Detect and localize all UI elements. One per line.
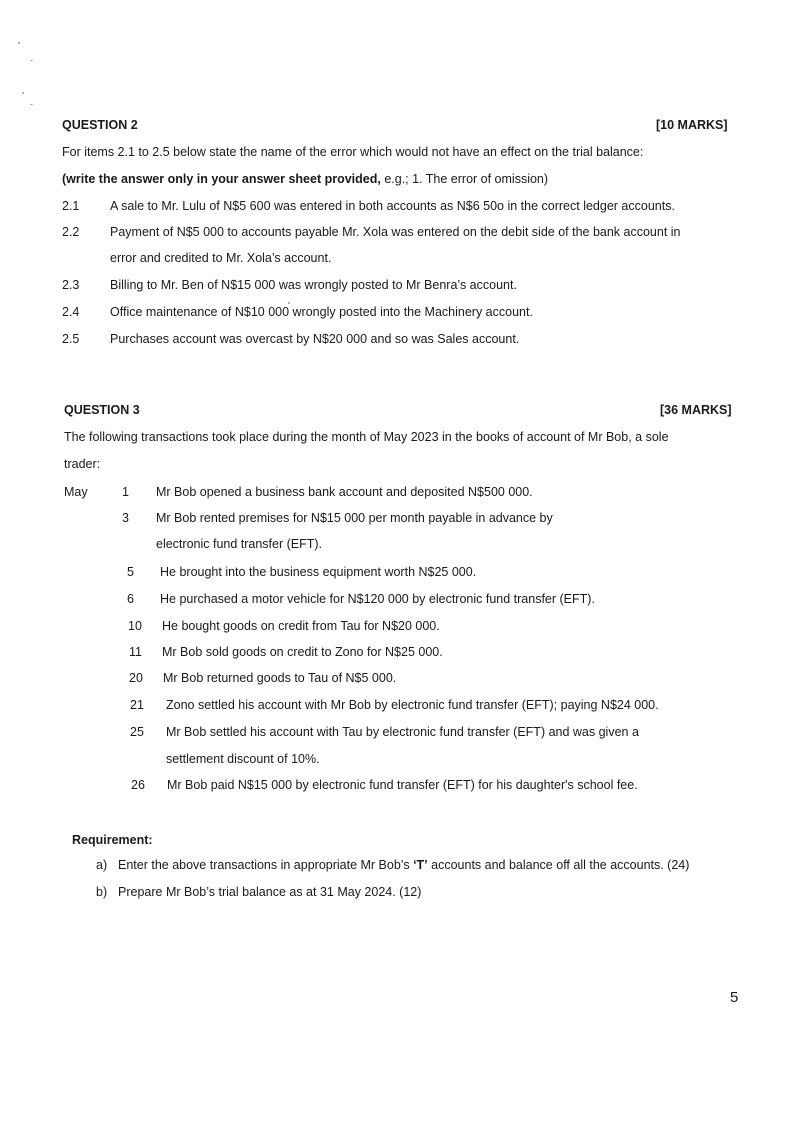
transaction-day: 6	[127, 592, 134, 606]
question-3-marks: [36 MARKS]	[660, 403, 732, 417]
item-number: 2.5	[62, 332, 80, 346]
requirement-text: Prepare Mr Bob’s trial balance as at 31 May 2024. (12)	[118, 885, 422, 899]
transaction-text: Mr Bob paid N$15 000 by electronic fund transfer (EFT) for his daughter's school fee.	[167, 778, 638, 792]
instruction-rest: e.g.; 1. The error of omission)	[380, 172, 549, 186]
requirement-title: Requirement:	[72, 833, 153, 847]
question-2-intro: For items 2.1 to 2.5 below state the name of the error which would not have an effect on the trial balance:	[62, 145, 644, 159]
transaction-day: 11	[129, 645, 142, 659]
item-number: 2.3	[62, 278, 80, 292]
requirement-label: b)	[96, 885, 108, 899]
transaction-day: 20	[129, 671, 143, 685]
item-number: 2.2	[62, 225, 80, 239]
scan-speck	[288, 302, 290, 304]
question-2-marks: [10 MARKS]	[656, 118, 728, 132]
requirement-text-bold: ‘T’	[413, 858, 428, 872]
transaction-text: Mr Bob sold goods on credit to Zono for N$25 000.	[162, 645, 443, 659]
requirement-text	[118, 858, 689, 872]
scan-speck	[30, 60, 33, 61]
transaction-text: Zono settled his account with Mr Bob by electronic fund transfer (EFT); paying N$24 000.	[166, 698, 659, 712]
page-number: 5	[730, 989, 739, 1006]
item-text: Purchases account was overcast by N$20 000 and so was Sales account.	[110, 332, 520, 346]
transaction-text: settlement discount of 10%.	[166, 752, 320, 766]
item-number: 2.4	[62, 305, 80, 319]
transaction-text: Mr Bob opened a business bank account and deposited N$500 000.	[156, 485, 533, 499]
item-text: error and credited to Mr. Xola’s account.	[110, 251, 332, 265]
transaction-text: Mr Bob returned goods to Tau of N$5 000.	[163, 671, 397, 685]
item-text: A sale to Mr. Lulu of N$5 600 was entered in both accounts as N$6 50o in the correct ledger accounts.	[110, 199, 675, 213]
transaction-day: 10	[128, 619, 142, 633]
transaction-text: He bought goods on credit from Tau for N$20 000.	[162, 619, 440, 633]
question-2-title: QUESTION 2	[62, 118, 138, 132]
requirement-text-post: accounts and balance off all the accounts. (24)	[427, 858, 690, 872]
transaction-day: 1	[122, 485, 129, 499]
question-3-title: QUESTION 3	[64, 403, 140, 417]
question-3-intro: trader:	[64, 457, 101, 471]
scan-speck	[18, 42, 20, 44]
scan-speck	[30, 104, 33, 105]
item-text: Office maintenance of N$10 000 wrongly posted into the Machinery account.	[110, 305, 533, 319]
item-text: Billing to Mr. Ben of N$15 000 was wrongly posted to Mr Benra’s account.	[110, 278, 517, 292]
month-label: May	[64, 485, 88, 499]
question-3-intro: The following transactions took place during the month of May 2023 in the books of account of Mr Bob, a sole	[64, 430, 669, 444]
item-text: Payment of N$5 000 to accounts payable Mr. Xola was entered on the debit side of the bank account in	[110, 225, 681, 239]
transaction-day: 21	[130, 698, 144, 712]
transaction-text: He purchased a motor vehicle for N$120 000 by electronic fund transfer (EFT).	[160, 592, 595, 606]
transaction-text: electronic fund transfer (EFT).	[156, 537, 323, 551]
transaction-text: Mr Bob settled his account with Tau by electronic fund transfer (EFT) and was given a	[166, 725, 639, 739]
question-2-instruction	[62, 172, 548, 186]
transaction-day: 26	[131, 778, 145, 792]
item-number: 2.1	[62, 199, 80, 213]
transaction-day: 5	[127, 565, 134, 579]
requirement-label: a)	[96, 858, 108, 872]
scan-speck	[22, 92, 24, 94]
requirement-text-pre: Enter the above transactions in appropriate Mr Bob’s	[118, 858, 414, 872]
transaction-text: Mr Bob rented premises for N$15 000 per month payable in advance by	[156, 511, 553, 525]
transaction-text: He brought into the business equipment worth N$25 000.	[160, 565, 477, 579]
instruction-bold: (write the answer only in your answer sheet provided,	[62, 172, 381, 186]
transaction-day: 25	[130, 725, 144, 739]
transaction-day: 3	[122, 511, 129, 525]
